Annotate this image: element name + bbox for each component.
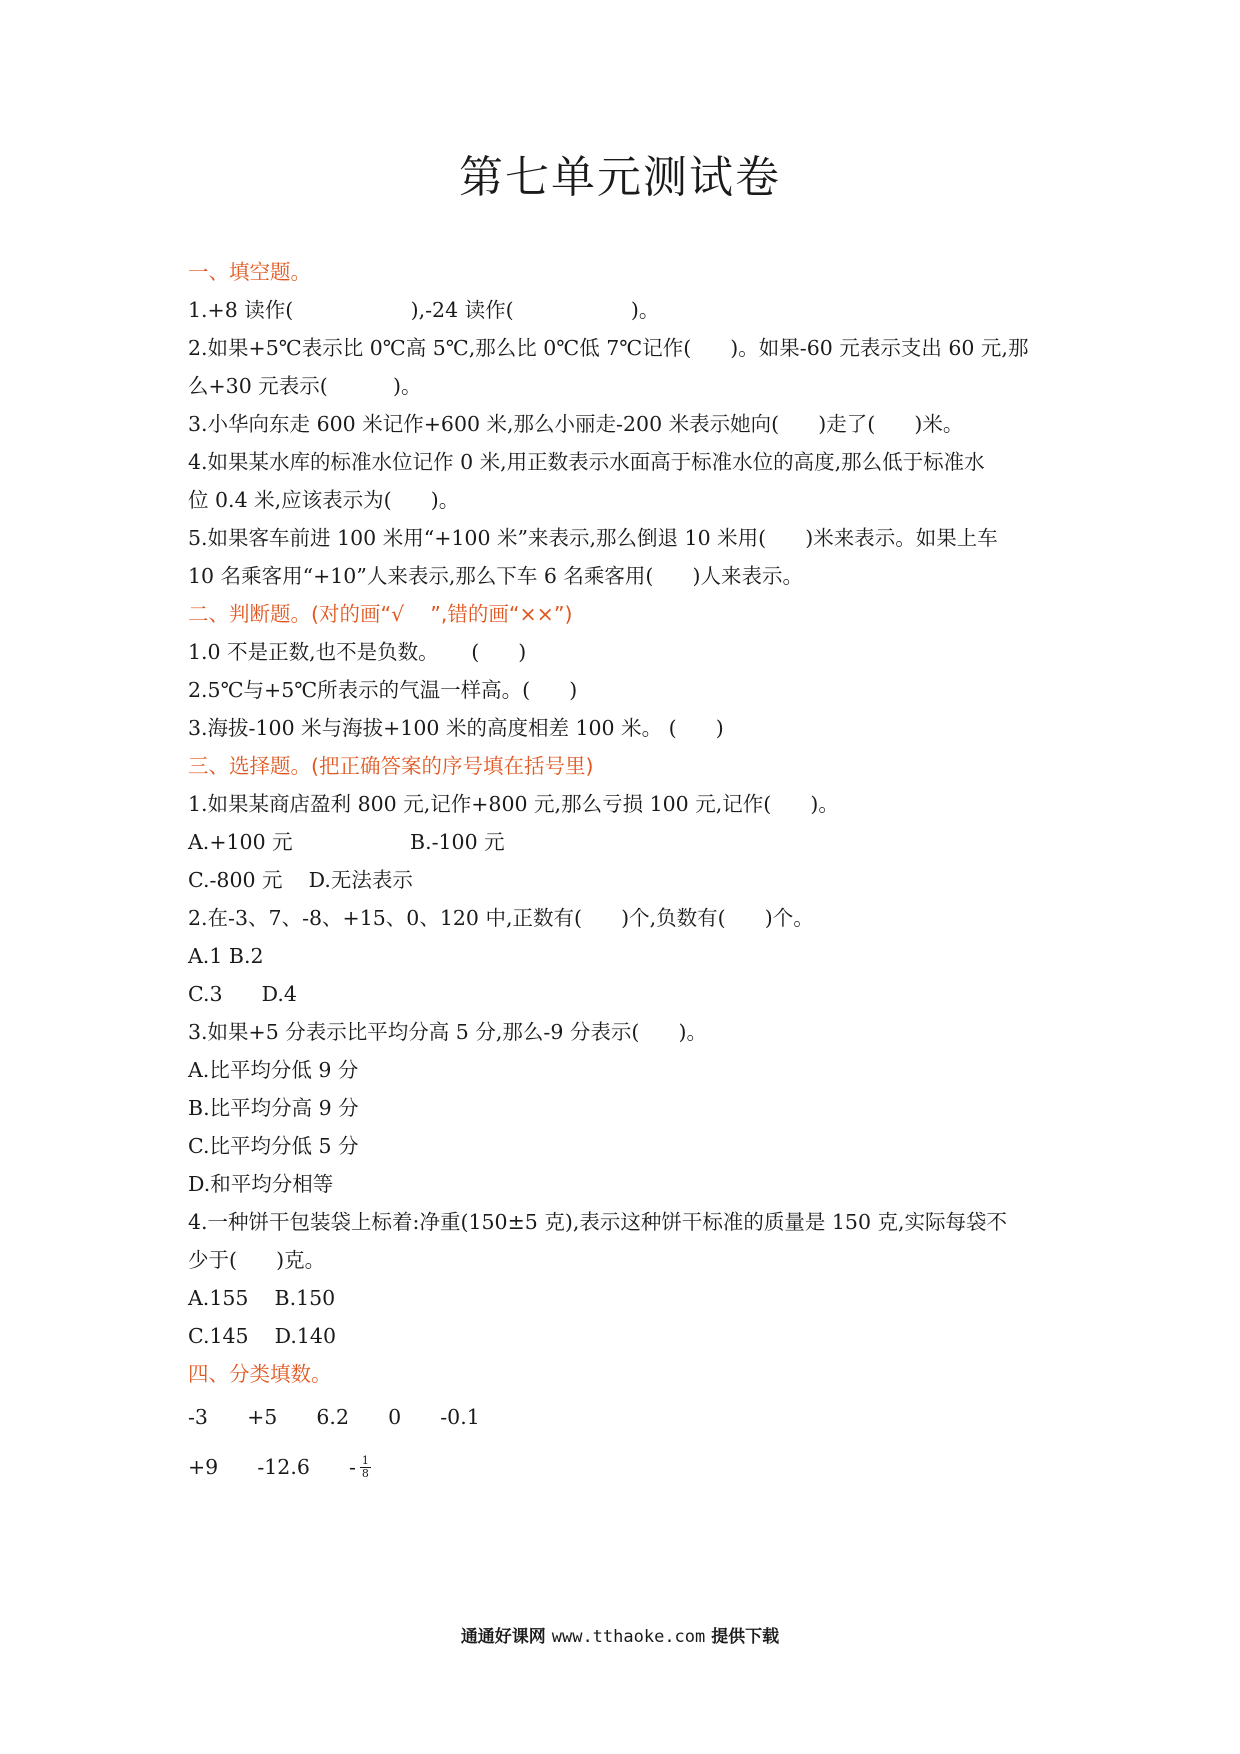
question-line: 1.0 不是正数,也不是负数。 ( ) <box>188 640 527 664</box>
fraction <box>360 1453 371 1480</box>
question-line: 4.一种饼干包装袋上标着:净重(150±5 克),表示这种饼干标准的质量是 150 克,实际每袋不 <box>188 1210 1008 1234</box>
question-line: 5.如果客车前进 100 米用“+100 米”来表示,那么倒退 10 米用( )米来表示。如果上车 <box>188 526 998 550</box>
question-line: 2.5℃与+5℃所表示的气温一样高。( ) <box>188 678 578 702</box>
option-b: B.-100 元 <box>410 830 505 854</box>
number-row: -3 +5 6.2 0 -0.1 <box>188 1405 480 1429</box>
question-line: 少于( )克。 <box>188 1248 326 1272</box>
question-line: 位 0.4 米,应该表示为( )。 <box>188 488 460 512</box>
question-line: 么+30 元表示( )。 <box>188 374 422 398</box>
option-row: C.3 D.4 <box>188 982 297 1006</box>
option-row <box>188 823 1058 861</box>
fraction-numerator: 1 <box>361 1453 369 1467</box>
question-line: 3.海拔-100 米与海拔+100 米的高度相差 100 米。 ( ) <box>188 716 724 740</box>
question-line: 3.小华向东走 600 米记作+600 米,那么小丽走-200 米表示她向( )走了( )米。 <box>188 412 964 436</box>
option-row: A.1 B.2 <box>188 944 264 968</box>
section-heading-true-false: 二、判断题。(对的画“√ ”,错的画“××”) <box>188 602 573 626</box>
footer-site-name: 通通好课网 <box>460 1627 546 1647</box>
section-heading-classify: 四、分类填数。 <box>188 1362 332 1386</box>
number-list: +9 -12.6 - <box>188 1455 356 1479</box>
section-heading-multiple-choice: 三、选择题。(把正确答案的序号填在括号里) <box>188 754 594 778</box>
option-row: C.-800 元 D.无法表示 <box>188 868 413 892</box>
option-row: A.155 B.150 <box>188 1286 336 1310</box>
option-row: B.比平均分高 9 分 <box>188 1096 359 1120</box>
question-line: 4.如果某水库的标准水位记作 0 米,用正数表示水面高于标准水位的高度,那么低于标准水 <box>188 450 985 474</box>
question-line: 1.+8 读作( ),-24 读作( )。 <box>188 298 660 322</box>
question-line: 3.如果+5 分表示比平均分高 5 分,那么-9 分表示( )。 <box>188 1020 707 1044</box>
section-heading-fill-blank: 一、填空题。 <box>188 260 311 284</box>
option-row: A.比平均分低 9 分 <box>188 1058 359 1082</box>
question-line: 2.如果+5℃表示比 0℃高 5℃,那么比 0℃低 7℃记作( )。如果-60 元表示支出 60 元,那 <box>188 336 1029 360</box>
exam-content <box>188 253 1058 1493</box>
option-row: C.比平均分低 5 分 <box>188 1134 359 1158</box>
number-row <box>188 1441 1058 1493</box>
option-a: A.+100 元 <box>188 830 293 854</box>
page-footer <box>0 1622 1240 1647</box>
footer-url: www.tthaoke.com <box>551 1627 706 1647</box>
option-row: D.和平均分相等 <box>188 1172 334 1196</box>
fraction-denominator: 8 <box>361 1466 369 1480</box>
question-line: 1.如果某商店盈利 800 元,记作+800 元,那么亏损 100 元,记作( )。 <box>188 792 839 816</box>
question-line: 10 名乘客用“+10”人来表示,那么下车 6 名乘客用( )人来表示。 <box>188 564 804 588</box>
page-title: 第七单元测试卷 <box>459 152 781 203</box>
option-row: C.145 D.140 <box>188 1324 337 1348</box>
footer-suffix: 提供下载 <box>711 1627 780 1647</box>
question-line: 2.在-3、7、-8、+15、0、120 中,正数有( )个,负数有( )个。 <box>188 906 814 930</box>
